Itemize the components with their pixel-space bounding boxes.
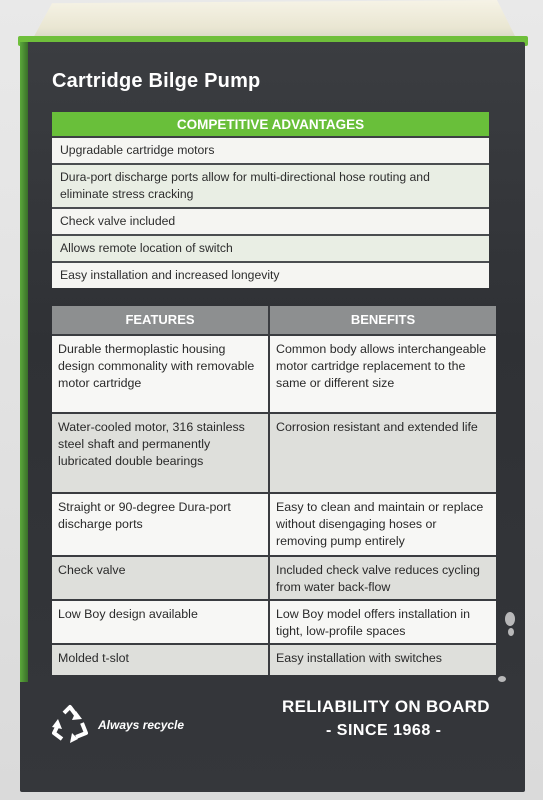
features-benefits-header: [52, 306, 496, 334]
features-benefits-table: [52, 306, 496, 675]
advantage-item: Upgradable cartridge motors: [52, 138, 489, 165]
features-heading: FEATURES: [52, 306, 268, 334]
reliability-tagline: RELIABILITY ON BOARD: [282, 697, 490, 716]
recycle-icon: [48, 703, 92, 747]
advantage-item: Dura-port discharge ports allow for multi-directional hose routing and eliminate stress cracking: [52, 165, 489, 209]
table-row: [52, 336, 496, 412]
surface-scuff: [505, 612, 515, 626]
product-title: Cartridge Bilge Pump: [52, 70, 261, 92]
benefit-cell: Corrosion resistant and extended life: [270, 414, 496, 492]
advantage-item: Check valve included: [52, 209, 489, 236]
benefit-cell: Low Boy model offers installation in tight, low-profile spaces: [270, 601, 496, 643]
benefit-cell: Easy to clean and maintain or replace without disengaging hoses or removing pump entirely: [270, 494, 496, 555]
since-year-text: - SINCE 1968 -: [326, 722, 442, 739]
feature-cell: Durable thermoplastic housing design commonality with removable motor cartridge: [52, 336, 268, 412]
benefit-cell: Included check valve reduces cycling from water back-flow: [270, 557, 496, 599]
competitive-advantages-heading: COMPETITIVE ADVANTAGES: [52, 112, 489, 138]
feature-cell: Check valve: [52, 557, 268, 599]
feature-cell: Water-cooled motor, 316 stainless steel shaft and permanently lubricated double bearings: [52, 414, 268, 492]
benefit-cell: Easy installation with switches: [270, 645, 496, 675]
box-green-edge: [20, 42, 28, 682]
feature-cell: Low Boy design available: [52, 601, 268, 643]
box-top-flap: [22, 0, 522, 40]
always-recycle-text: Always recycle: [98, 718, 185, 732]
surface-scuff: [508, 628, 514, 636]
benefits-heading: BENEFITS: [270, 306, 496, 334]
benefit-cell: Common body allows interchangeable motor cartridge replacement to the same or different size: [270, 336, 496, 412]
competitive-advantages-table: [52, 112, 489, 288]
table-row: [52, 494, 496, 555]
surface-scuff: [498, 676, 506, 682]
table-row: [52, 601, 496, 643]
table-row: [52, 645, 496, 675]
advantage-item: Easy installation and increased longevity: [52, 263, 489, 288]
advantage-item: Allows remote location of switch: [52, 236, 489, 263]
table-row: [52, 557, 496, 599]
feature-cell: Straight or 90-degree Dura-port discharge ports: [52, 494, 268, 555]
table-row: [52, 414, 496, 492]
feature-cell: Molded t-slot: [52, 645, 268, 675]
